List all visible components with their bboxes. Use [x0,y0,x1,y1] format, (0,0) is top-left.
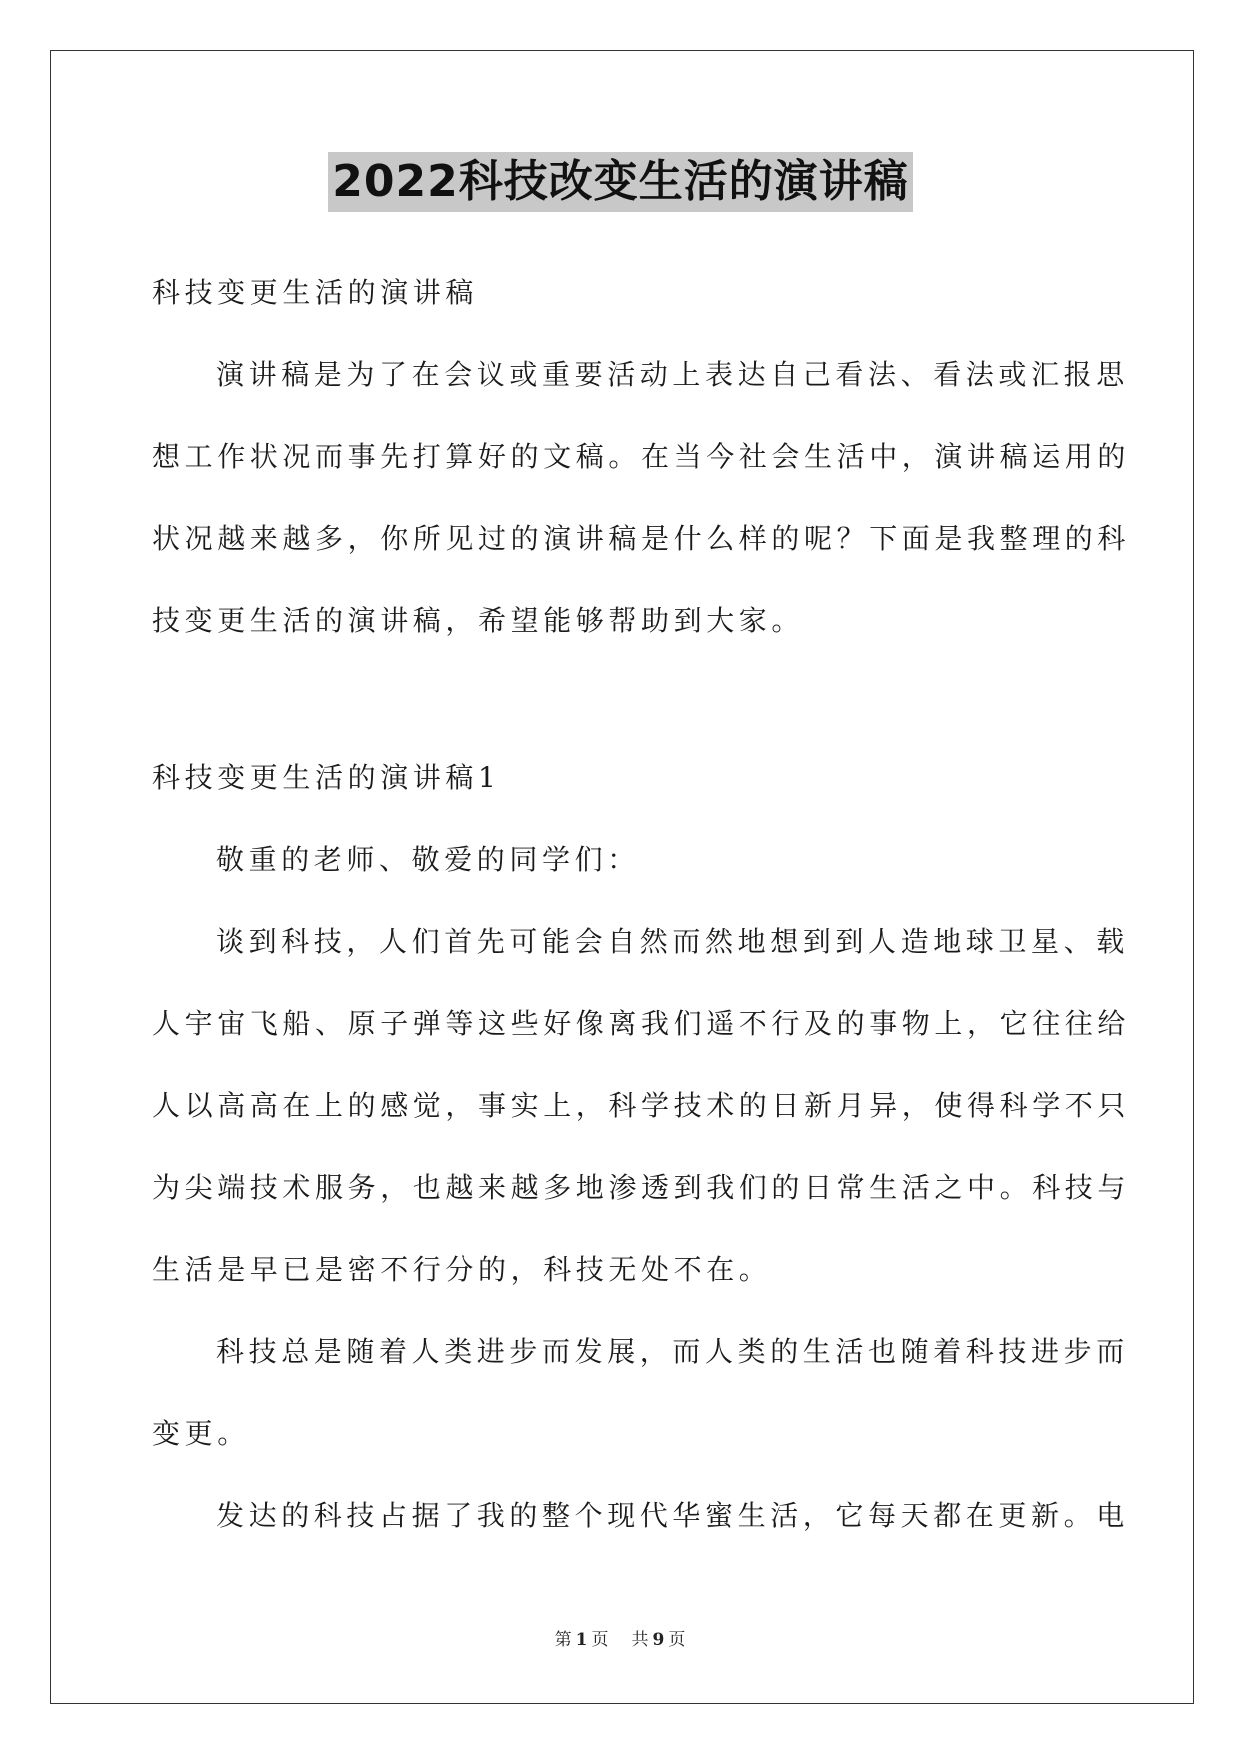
paragraph-line: 谈到科技，人们首先可能会自然而然地想到到人造地球卫星、载 [216,925,1129,958]
document-subtitle: 科技变更生活的演讲稿 [152,276,479,309]
intro-line: 技变更生活的演讲稿，希望能够帮助到大家。 [152,604,805,637]
total-page-count: 9 [652,1630,666,1650]
paragraph-line: 人宇宙飞船、原子弹等这些好像离我们遥不行及的事物上，它往往给 [152,1007,1131,1040]
title-container [0,152,1241,212]
paragraph-line: 变更。 [152,1417,250,1450]
section-gap [152,662,1092,737]
paragraph-line: 为尖端技术服务，也越来越多地渗透到我们的日常生活之中。科技与 [152,1171,1131,1204]
intro-line: 状况越来越多，你所见过的演讲稿是什么样的呢？下面是我整理的科 [152,522,1131,555]
paragraph-line: 生活是早已是密不行分的，科技无处不在。 [152,1253,772,1286]
total-suffix: 页 [668,1630,687,1650]
greeting: 敬重的老师、敬爱的同学们： [216,843,640,876]
total-prefix: 共 [631,1630,650,1650]
page-suffix: 页 [591,1630,610,1650]
current-page-number: 1 [575,1630,589,1650]
document-body [152,252,1131,1557]
paragraph-line: 人以高高在上的感觉，事实上，科学技术的日新月异，使得科学不只 [152,1089,1131,1122]
paragraph-line: 科技总是随着人类进步而发展，而人类的生活也随着科技进步而 [216,1335,1129,1368]
paragraph-line: 发达的科技占据了我的整个现代华蜜生活，它每天都在更新。电 [216,1499,1129,1532]
intro-line: 演讲稿是为了在会议或重要活动上表达自己看法、看法或汇报思 [216,358,1129,391]
section-heading: 科技变更生活的演讲稿1 [152,761,501,794]
document-title: 2022科技改变生活的演讲稿 [328,152,912,212]
page-footer [0,1625,1241,1650]
page-prefix: 第 [554,1630,573,1650]
intro-line: 想工作状况而事先打算好的文稿。在当今社会生活中，演讲稿运用的 [152,440,1131,473]
